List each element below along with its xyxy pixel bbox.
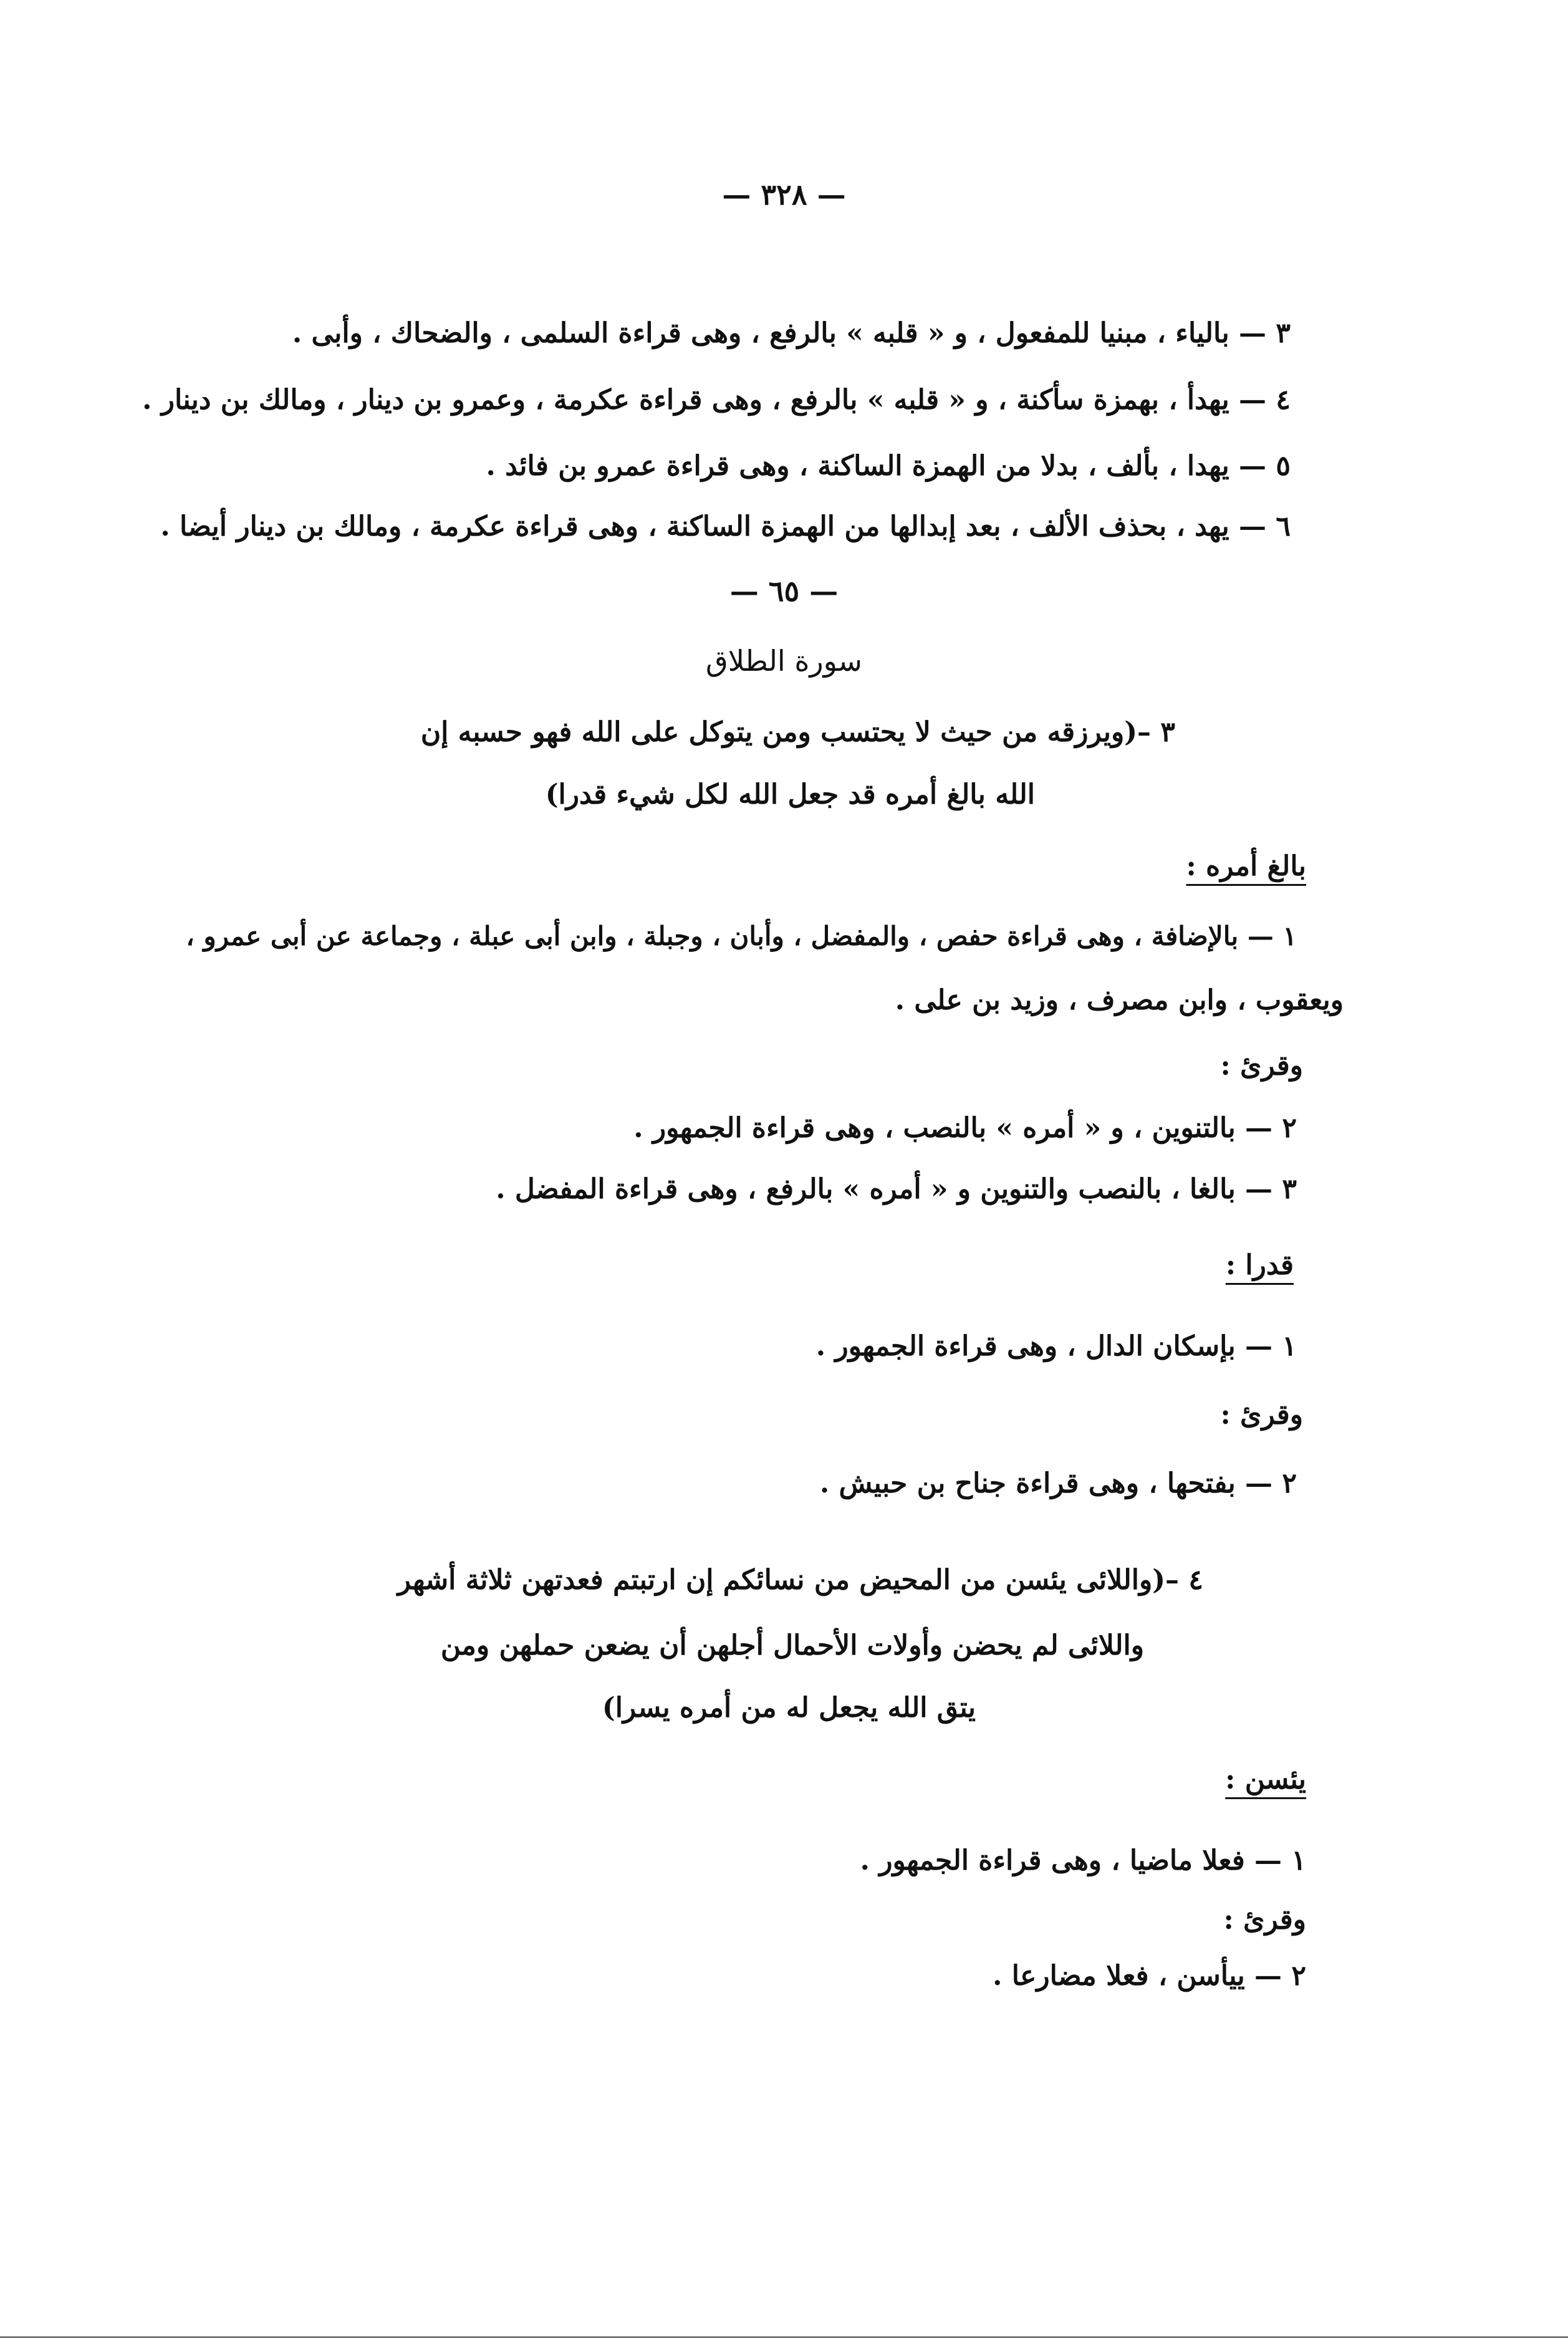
word-heading-yaisna: يئسن : [1225,1764,1306,1795]
word1-item-2: ٢ — بالتنوين ، و « أمره » بالنصب ، وهى قراءة الجمهور . [633,1112,1297,1144]
intro-item-3: ٣ — بالياء ، مبنيا للمفعول ، و « قلبه » بالرفع ، وهى قراءة السلمى ، والضحاك ، وأبى . [292,317,1291,349]
word2-read-label: وقرئ : [1220,1399,1303,1431]
verse-3-line-2: الله بالغ أمره قد جعل الله لكل شيء قدرا) [545,779,1035,810]
verse-4-line-1: ٤ –(واللائى يئسن من المحيض من نسائكم إن ارتبتم فعدتهن ثلاثة أشهر [397,1564,1203,1596]
word2-item-1: ١ — بإسكان الدال ، وهى قراءة الجمهور . [815,1330,1297,1362]
intro-item-4: ٤ — يهدأ ، بهمزة سأكنة ، و « قلبه » بالرفع ، وهى قراءة عكرمة ، وعمرو بن دينار ، ومالك بن دينار . [142,384,1291,416]
word1-item-1-line-1: ١ — بالإضافة ، وهى قراءة حفص ، والمفضل ، وأبان ، وجبلة ، وابن أبى عبلة ، وجماعة عن أبى عمرو ، [186,921,1297,951]
word-heading-qadran: قدرا : [1225,1249,1294,1281]
word3-item-1: ١ — فعلا ماضيا ، وهى قراءة الجمهور . [860,1845,1306,1876]
word1-item-1-line-2: ويعقوب ، وابن مصرف ، وزيد بن على . [895,984,1344,1016]
word1-read-label: وقرئ : [1220,1050,1303,1082]
surah-title: سورة الطلاق [706,644,862,678]
word-heading-baligh-amrih: بالغ أمره : [1186,850,1306,882]
word1-item-3: ٣ — بالغا ، بالنصب والتنوين و « أمره » بالرفع ، وهى قراءة المفضل . [496,1173,1297,1205]
verse-3-line-1: ٣ –(ويرزقه من حيث لا يحتسب ومن يتوكل على الله فهو حسبه إن [420,716,1175,748]
verse-4-line-3: يتق الله يجعل له من أمره يسرا) [602,1692,976,1724]
word3-read-label: وقرئ : [1223,1904,1306,1936]
verse-4-line-2: واللائى لم يحضن وأولات الأحمال أجلهن أن يضعن حملهن ومن [440,1630,1144,1661]
section-number: — ٦٥ — [729,574,839,608]
page-number: — ٣٢٨ — [722,178,846,211]
intro-item-6: ٦ — يهد ، بحذف الألف ، بعد إبدالها من الهمزة الساكنة ، وهى قراءة عكرمة ، ومالك بن دينار أيضا . [160,511,1291,542]
intro-item-5: ٥ — يهدا ، بألف ، بدلا من الهمزة الساكنة ، وهى قراءة عمرو بن فائد . [486,450,1291,482]
bottom-border [0,2337,1568,2338]
word3-item-2: ٢ — ييأسن ، فعلا مضارعا . [993,1960,1306,1992]
word2-item-2: ٢ — بفتحها ، وهى قراءة جناح بن حبيش . [819,1467,1297,1499]
